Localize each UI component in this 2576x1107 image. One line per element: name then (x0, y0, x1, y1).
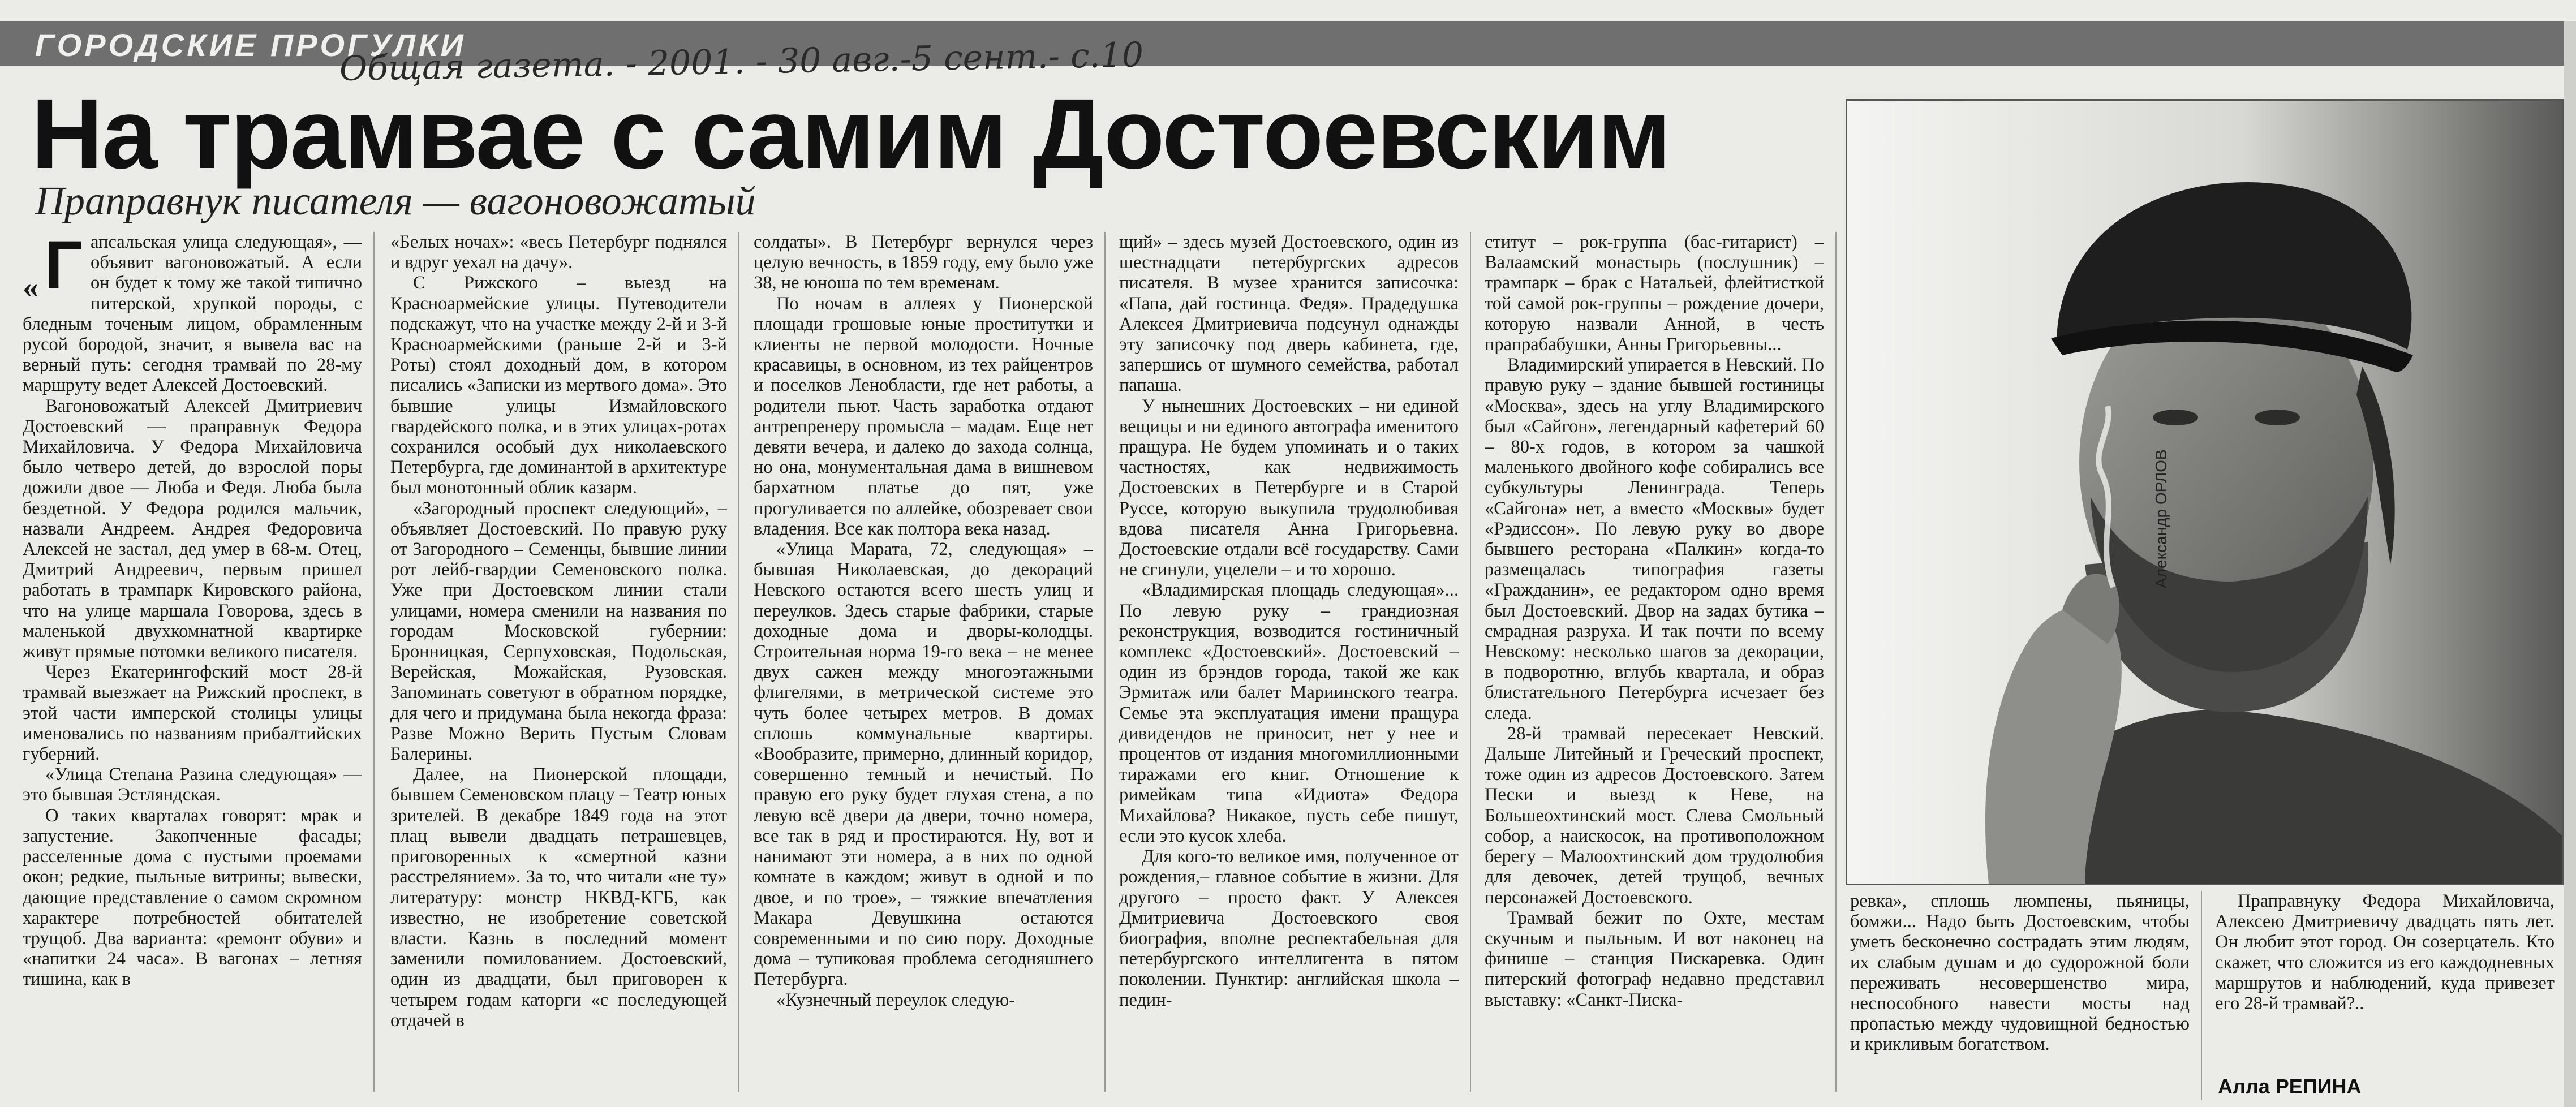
paragraph: У нынешних Достоевских – ни единой вещицы и ни единого автографа именитого пращура. Не будем упоминать и о таких частностях, как недвижимость Достоевских в Петербурге и в Старой Руссе, которую выкупила трудолюбивая вдова писателя Анна Григорьевна. Достоевские отдали всё государству. Сами не сгинули, уцелели – и то хорошо. (1119, 395, 1459, 580)
column-divider (738, 232, 739, 1092)
subheadline: Праправнук писателя — вагоновожатый (35, 178, 756, 223)
paragraph: «Улица Марата, 72, следующая» – бывшая Николаевская, до декораций Невского остаются всего шесть улиц и переулков. Здесь старые фабрики, старые доходные дома и дворы-колодцы. Строительная норма 19-го века – не менее двух сажен между многоэтажными флигелями, в метрической системе это чуть более четырех метров. В домах сплошь коммунальные квартиры. «Вообразите, примерно, длинный коридор, совершенно темный и нечистый. По правую его руку будет глухая стена, а по левую всё двери да двери, точно номера, все так в ряд и простираются. Ну, вот и нанимают эти номера, а в них по одной комнате в каждом; живут в одной и по двое, и по трое», – тяжкие впечатления Макара Девушкина остаются современными и по сию пору. Доходные дома – тупиковая проблема сегодняшнего Петербурга. (754, 539, 1093, 990)
paragraph: Владимирский упирается в Невский. По правую руку – здание бывшей гостиницы «Москва», здесь на углу Владимирского был «Сайгон», легендарный кафетерий 60 – 80-х годов, в котором за чашкой маленького двойного кофе собирались все субкультуры Ленинграда. Теперь «Сайгона» нет, а вместо «Москвы» будет «Рэдиссон». По левую руку во дворе бывшего ресторана «Палкин» когда-то размещалась типография газеты «Гражданин», ее редактором одно время был Достоевский. Двор на задах бутика – смрадная разруха. И так почти по всему Невскому: несколько шагов за декорации, в подворотню, вглубь квартала, и образ блистательного Петербурга исчезает без следа. (1485, 355, 1824, 723)
portrait-photo (1846, 99, 2564, 885)
author-byline: Алла РЕПИНА (2218, 1075, 2362, 1098)
column-divider (1835, 232, 1837, 1092)
paragraph: Далее, на Пионерской площади, бывшем Семеновском плацу – Театр юных зрителей. В декабре 1849 года на этот плац вывели двадцать петрашевцев, приговоренных к «смертной казни расстрелянием». За то, что читали «не ту» литературу: монстр НКВД-КГБ, как известно, не изобретение советской власти. Казнь в последний момент заменили помилованием. Достоевский, один из двадцати, был приговорен к четырем годам каторги «с последующей отдачей в (390, 764, 727, 1031)
column-4 (1119, 232, 1459, 1100)
column-7 (2215, 891, 2555, 1072)
headline: На трамвае с самим Достоевским (31, 79, 1670, 189)
handwritten-source-note: Общая газета. - 2001. - 30 авг.-5 сент.- с.10 (339, 35, 1144, 89)
paragraph: ститут – рок-группа (бас-гитарист) – Валаамский монастырь (послушник) – трампарк – брак с Натальей, флейтисткой той самой рок-группы – рождение дочери, которую назвали Анной, в честь прапрабабушки, Анны Григорьевны... (1485, 232, 1824, 355)
paragraph: «Белых ночах»: «весь Петербург поднялся и вдруг уехал на дачу». (390, 232, 727, 273)
column-1 (23, 232, 362, 1100)
paragraph: солдаты». В Петербург вернулся через целую вечность, в 1859 году, ему было уже 38, не юноша по тем временам. (754, 232, 1093, 294)
paragraph: апсальская улица следующая», — объявит вагоновожатый. А если он будет к тому же такой типично питерской, хрупкой породы, с бледным точеным лицом, обрамленным русой бородой, значит, я вывела вас на верный путь: сегодня трамвай по 28-му маршруту ведет Алексей Достоевский. (23, 232, 362, 396)
photo-credit: Александр ОРЛОВ (2152, 449, 2170, 588)
column-divider (373, 232, 375, 1092)
paragraph: Через Екатерингофский мост 28-й трамвай выезжает на Рижский проспект, в этой части имперской столицы улицы именовались по названиям прибалтийских губерний. (23, 662, 362, 765)
paragraph: О таких кварталах говорят: мрак и запустение. Закопченные фасады; расселенные дома с пустыми проемами окон; редкие, пыльные витрины; вывески, дающие представление о самом скромном характере потребностей обитателей трущоб. Два варианта: «ремонт обуви» и «напитки 24 часа». В вагонах – летняя тишина, как в (23, 805, 362, 990)
column-6 (1850, 891, 2190, 1100)
paragraph: «Владимирская площадь следующая»... По левую руку – грандиозная реконструкция, возводится гостиничный комплекс «Достоевский». Достоевский – один из брэндов города, такой же как Эрмитаж или балет Мариинского театра. Семье эта эксплуатация имени пращура дивидендов не приносит, нет у нее и процентов от издания многомиллионными тиражами его книг. Отношение к римейкам типа «Идиота» Федора Михайлова? Никакое, пусть себе пишут, если это кусок хлеба. (1119, 580, 1459, 846)
page-edge (2564, 21, 2576, 1107)
column-3 (754, 232, 1093, 1100)
drop-cap: Г (44, 232, 83, 303)
column-divider (2201, 891, 2202, 1100)
paragraph: «Улица Степана Разина следующая» — это бывшая Эстляндская. (23, 764, 362, 806)
opening-quote-mark: « (23, 270, 38, 305)
column-divider (1470, 232, 1471, 1092)
paragraph: «Загородный проспект следующий», – объявляет Достоевский. По правую руку от Загородного – Семенцы, бывшие линии рот лейб-гвардии Семеновского полка. Уже при Достоевском линии стали улицами, номера сменили на названия по городам Московской губернии: Бронницкая, Серпуховская, Подольская, Верейская, Можайская, Рузовская. Запоминать советуют в обратном порядке, для чего и придумана была некогда фраза: Разве Можно Верить Пустым Словам Балерины. (390, 498, 727, 765)
column-2 (390, 232, 727, 1100)
paragraph: щий» – здесь музей Достоевского, один из шестнадцати петербургских адресов писателя. В музее хранится записочка: «Папа, дай гостинца. Федя». Прадедушка Алексея Дмитриевича подсунул однажды эту записочку под дверь кабинета, где, запершись от шумного семейства, работал папаша. (1119, 232, 1459, 396)
portrait-illustration-icon (1847, 101, 2562, 884)
paragraph: Праправнуку Федора Михайловича, Алексею Дмитриевичу двадцать пять лет. Он любит этот город. Он созерцатель. Кто скажет, что сложится из его каждодневных маршрутов и наблюдений, куда привезет его 28-й трамвай?.. (2215, 891, 2555, 1014)
paragraph: 28-й трамвай пересекает Невский. Дальше Литейный и Греческий проспект, тоже один из адресов Достоевского. Затем Пески и выезд к Неве, на Большеохтинский мост. Слева Смольный собор, а наискосок, на противоположном берегу – Малоохтинский дом трудолюбия для девочек, детей трущоб, вечных персонажей Достоевского. (1485, 723, 1824, 908)
paragraph: С Рижского – выезд на Красноармейские улицы. Путеводители подскажут, что на участке между 2-й и 3-й Красноармейскими (раньше 2-й и 3-й Роты) стоял доходный дом, в котором писались «Записки из мертвого дома». Это бывшие улицы Измайловского гвардейского полка, и в этих улицах-ротах сохранился особый дух николаевского Петербурга, где доминантой в архитектуре был монотонный облик казарм. (390, 273, 727, 498)
paragraph: Вагоновожатый Алексей Дмитриевич Достоевский — праправнук Федора Михайловича. У Федора Михайловича было четверо детей, до взрослой поры дожили двое — Люба и Федя. Люба была бездетной. У Федора родился мальчик, назвали Андреем. Андрея Федоровича Алексей не застал, дед умер в 68-м. Отец, Дмитрий Андреевич, первым пришел работать в трампарк Кировского района, что на улице маршала Говорова, здесь в маленькой двухкомнатной квартирке живут прямые потомки великого писателя. (23, 395, 362, 662)
column-5 (1485, 232, 1824, 1100)
paragraph: «Кузнечный переулок следую- (776, 989, 1016, 1010)
paragraph: По ночам в аллеях у Пионерской площади грошовые юные проститутки и клиенты не первой молодости. Ночные красавицы, в основном, из тех райцентров и поселков Ленобласти, где нет работы, а родители пьют. Часть заработка отдают антрепренеру промысла – мадам. Еще нет девяти вечера, и далеко до захода солнца, но она, монументальная дама в вишневом бархатном платье до пят, уже прогуливается по аллейке, обозревает свои владения. Все как полтора века назад. (754, 293, 1093, 539)
column-divider (1104, 232, 1106, 1092)
paragraph: ревка», сплошь люмпены, пьяницы, бомжи... Надо быть Достоевским, чтобы уметь бесконечно сострадать этим людям, их слабым душам и до судорожной боли переживать несовершенство мира, неспособного навести мосты над пропастью между чудовищной бедностью и крикливым богатством. (1850, 891, 2190, 1055)
paragraph: Для кого-то великое имя, полученное от рождения,– главное событие в жизни. Для другого – просто факт. У Алексея Дмитриевича Достоевского своя биография, вполне респектабельная для петербургского интеллигента в пятом поколении. Пунктир: английская школа – педин- (1119, 846, 1459, 1010)
paragraph: Трамвай бежит по Охте, местам скучным и пыльным. И вот наконец на финише – станция Пискаревка. Один питерский фотограф недавно представил выставку: «Санкт-Писка- (1485, 907, 1824, 1010)
rubric: ГОРОДСКИЕ ПРОГУЛКИ (35, 27, 466, 63)
